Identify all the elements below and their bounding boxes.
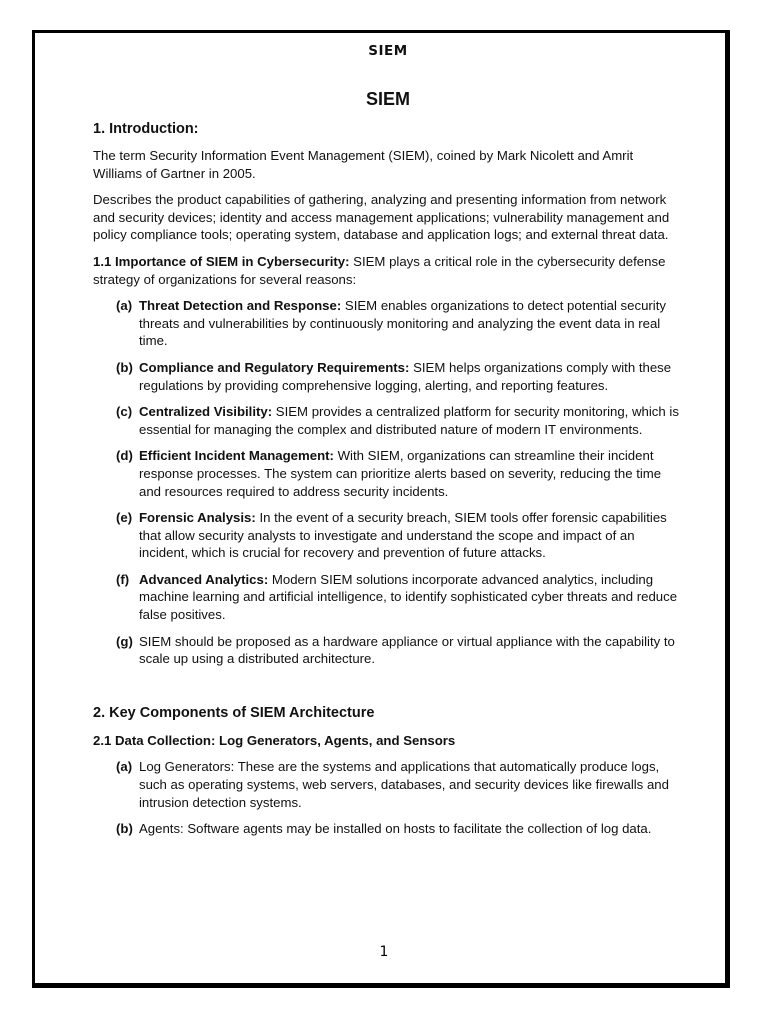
list-item-text: With SIEM, organizations can streamline their incident response processes. The system can prioritize alerts based on severity, reducing the time and resources required to address security incidents. bbox=[139, 448, 662, 499]
list-marker: (g) bbox=[116, 633, 133, 649]
list-item-text: SIEM provides a centralized platform for security monitoring, which is essential for managing the complex and distributed nature of modern IT environments. bbox=[139, 404, 679, 437]
list-marker: (b) bbox=[116, 821, 133, 837]
page-title: SIEM bbox=[365, 89, 410, 109]
list-marker: (d) bbox=[116, 448, 133, 464]
list-item-title: Compliance and Regulatory Requirements: bbox=[139, 359, 410, 375]
list-item bbox=[93, 447, 683, 500]
list-marker: (a) bbox=[116, 298, 133, 314]
list-marker: (b) bbox=[116, 359, 133, 375]
list-item bbox=[93, 403, 683, 438]
list-item bbox=[93, 758, 683, 811]
list-marker: (c) bbox=[116, 404, 133, 420]
section-1-heading: 1. Introduction: bbox=[93, 121, 199, 137]
components-list bbox=[93, 758, 683, 837]
document-body bbox=[93, 40, 683, 838]
list-marker: (f) bbox=[116, 571, 130, 587]
list-item-title: Threat Detection and Response: bbox=[139, 298, 342, 314]
list-item-text: SIEM enables organizations to detect potential security threats and vulnerabilities by continuously monitoring and analyzing the event data in real time. bbox=[139, 298, 666, 349]
subsection-1-1-text: SIEM plays a critical role in the cybersecurity defense strategy of organizations for several reasons: bbox=[93, 253, 666, 287]
list-item-text: Modern SIEM solutions incorporate advanced analytics, including machine learning and artificial intelligence, to identify sophisticated cyber threats and reduce false positives. bbox=[139, 571, 678, 623]
list-marker: (a) bbox=[116, 759, 133, 775]
intro-paragraph-1: The term Security Information Event Management (SIEM), coined by Mark Nicolett and Amrit Williams of Gartner in 2005. bbox=[93, 148, 634, 181]
subsection-1-1-title: 1.1 Importance of SIEM in Cybersecurity: bbox=[93, 253, 350, 269]
list-item-text: Log Generators: These are the systems and applications that automatically produce logs, such as operating systems, web servers, databases, and security devices like firewalls and intrusion detection systems. bbox=[139, 759, 669, 810]
list-item bbox=[93, 297, 683, 350]
list-item bbox=[93, 359, 683, 394]
importance-list bbox=[93, 297, 683, 668]
list-item-title: Centralized Visibility: bbox=[139, 404, 273, 420]
page-number: 1 bbox=[379, 944, 389, 960]
list-item-text: SIEM should be proposed as a hardware appliance or virtual appliance with the capability to scale up using a distributed architecture. bbox=[139, 633, 675, 667]
list-item-text: Agents: Software agents may be installed on hosts to facilitate the collection of log data. bbox=[139, 821, 652, 837]
section-2-heading: 2. Key Components of SIEM Architecture bbox=[93, 704, 375, 721]
subsection-1-1 bbox=[93, 253, 683, 288]
list-item bbox=[93, 509, 683, 562]
subsection-2-1-title: 2.1 Data Collection: Log Generators, Agents, and Sensors bbox=[93, 732, 456, 748]
list-item bbox=[93, 820, 683, 838]
list-item-text: SIEM helps organizations comply with these regulations by providing comprehensive logging, alerting, and reporting features. bbox=[139, 359, 672, 393]
list-item-title: Efficient Incident Management: bbox=[139, 448, 334, 464]
list-item bbox=[93, 571, 683, 624]
running-header: SIEM bbox=[368, 43, 408, 59]
intro-paragraph-2: Describes the product capabilities of gathering, analyzing and presenting information from network and security devices; identity and access management applications; vulnerability management and policy compliance tools; operating system, database and application logs; and external threat data. bbox=[93, 192, 670, 243]
list-item-title: Forensic Analysis: bbox=[139, 510, 256, 526]
list-item-text: In the event of a security breach, SIEM tools offer forensic capabilities that allow security analysts to investigate and understand the scope and impact of an incident, which is crucial for recovery and prevention of future attacks. bbox=[139, 510, 667, 561]
list-item bbox=[93, 633, 683, 668]
list-marker: (e) bbox=[116, 510, 133, 526]
list-item-title: Advanced Analytics: bbox=[139, 571, 269, 587]
